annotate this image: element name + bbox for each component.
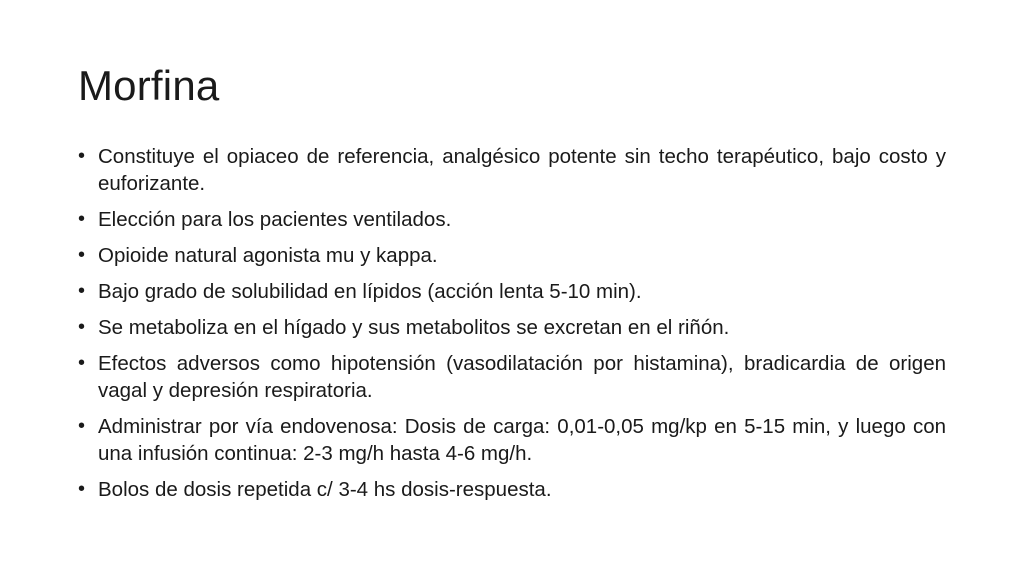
bullet-text: Constituye el opiaceo de referencia, analgésico potente sin techo terapéutico, bajo costo y euforizante.	[98, 145, 946, 195]
bullet-text: Opioide natural agonista mu y kappa.	[98, 244, 438, 267]
bullet-item-efectos-adversos	[78, 350, 946, 404]
bullet-item-eleccion-ventilados	[78, 206, 946, 233]
bullet-text: Efectos adversos como hipotensión (vasodilatación por histamina), bradicardia de origen vagal y depresión respiratoria.	[98, 352, 946, 402]
bullet-icon: •	[78, 352, 86, 374]
bullet-item-solubilidad-lipidos	[78, 278, 946, 305]
bullet-item-opiaceo-referencia	[78, 143, 946, 197]
bullet-item-metabolismo	[78, 314, 946, 341]
bullet-icon: •	[78, 280, 86, 302]
bullet-icon: •	[78, 316, 86, 338]
bullet-text: Bajo grado de solubilidad en lípidos (acción lenta 5-10 min).	[98, 280, 642, 303]
bullet-icon: •	[78, 244, 86, 266]
bullet-text: Bolos de dosis repetida c/ 3-4 hs dosis-respuesta.	[98, 478, 552, 501]
bullet-icon: •	[78, 208, 86, 230]
slide-title: Morfina	[78, 62, 220, 109]
bullet-icon: •	[78, 145, 86, 167]
bullet-item-bolos	[78, 476, 946, 503]
bullet-list	[78, 143, 946, 512]
bullet-text: Administrar por vía endovenosa: Dosis de carga: 0,01-0,05 mg/kp en 5-15 min, y luego con una infusión continua: 2-3 mg/h hasta 4-6 mg/h.	[98, 415, 946, 465]
bullet-icon: •	[78, 478, 86, 500]
bullet-item-opioide-natural	[78, 242, 946, 269]
bullet-item-administracion	[78, 413, 946, 467]
bullet-text: Se metaboliza en el hígado y sus metabolitos se excretan en el riñón.	[98, 316, 730, 339]
bullet-text: Elección para los pacientes ventilados.	[98, 208, 452, 231]
bullet-icon: •	[78, 415, 86, 437]
